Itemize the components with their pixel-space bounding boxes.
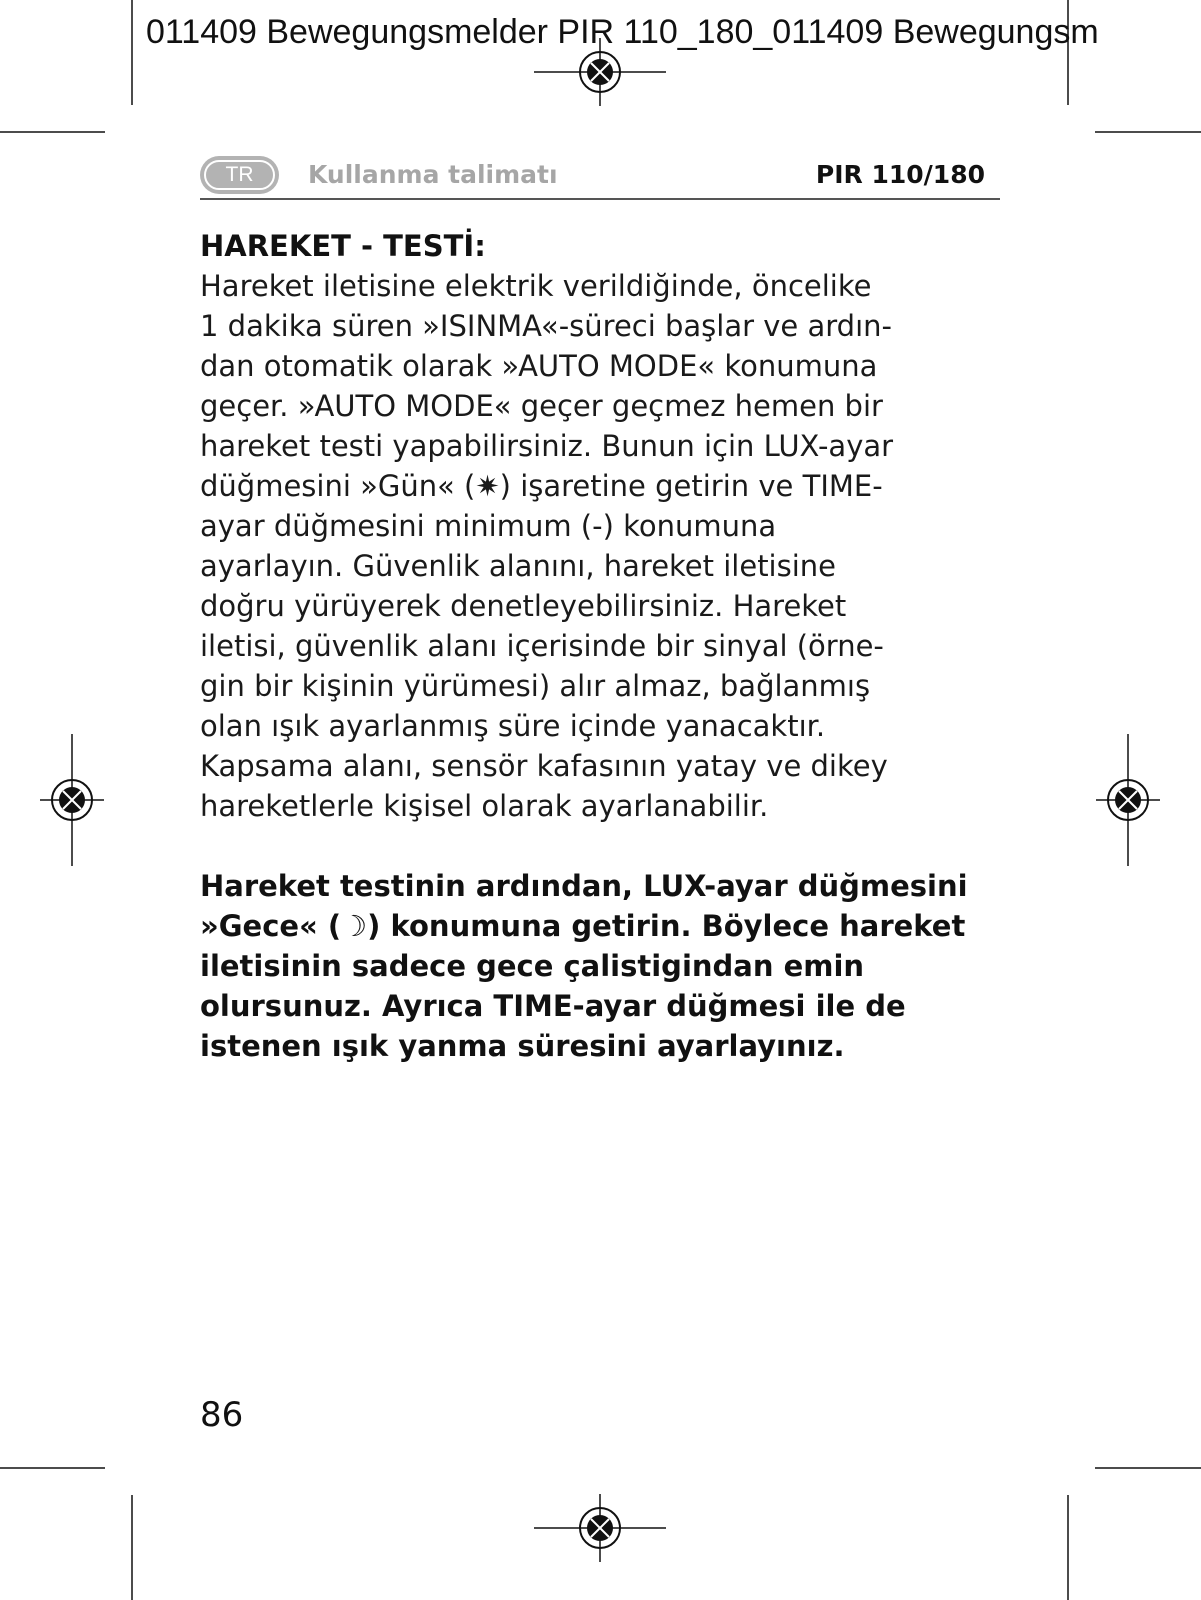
header-title: Kullanma talimatı bbox=[308, 160, 558, 189]
paragraph-line: olan ışık ayarlanmış süre içinde yanacaktır. bbox=[200, 709, 826, 743]
print-slug-line: 011409 Bewegungsmelder PIR 110_180_011409 Bewegungsm bbox=[146, 13, 1099, 51]
paragraph-line: hareket testi yapabilirsiniz. Bunun için LUX-ayar bbox=[200, 429, 894, 463]
bold-line: »Gece« (☽) konumuna getirin. Böylece hareket bbox=[200, 909, 966, 943]
bold-line: Hareket testinin ardından, LUX-ayar düğmesini bbox=[200, 869, 968, 903]
paragraph-line: hareketlerle kişisel olarak ayarlanabilir. bbox=[200, 789, 769, 823]
paragraph-line: Hareket iletisine elektrik verildiğinde, öncelike bbox=[200, 269, 872, 303]
bold-instruction-block bbox=[200, 866, 1000, 1066]
registration-mark-bottom bbox=[534, 1494, 666, 1562]
registration-mark-top bbox=[534, 38, 666, 106]
paragraph-line: ayarlayın. Güvenlik alanını, hareket iletisine bbox=[200, 549, 837, 583]
paragraph-line: dan otomatik olarak »AUTO MODE« konumuna bbox=[200, 349, 878, 383]
registration-mark-left bbox=[40, 734, 104, 866]
registration-mark-right bbox=[1096, 734, 1160, 866]
section-heading: HAREKET - TESTİ: bbox=[200, 229, 486, 263]
main-content bbox=[200, 226, 1000, 1066]
bold-line: istenen ışık yanma süresini ayarlayınız. bbox=[200, 1029, 845, 1063]
page-header bbox=[200, 152, 1000, 200]
paragraph-line: 1 dakika süren »ISINMA«-süreci başlar ve ardın- bbox=[200, 309, 892, 343]
page-number: 86 bbox=[200, 1395, 244, 1435]
language-badge bbox=[200, 156, 279, 194]
paragraph-line: düğmesini »Gün« (✷) işaretine getirin ve TIME- bbox=[200, 469, 883, 503]
paragraph-line: Kapsama alanı, sensör kafasının yatay ve dikey bbox=[200, 749, 888, 783]
paragraph-body bbox=[200, 266, 1000, 826]
header-model: PIR 110/180 bbox=[815, 160, 985, 189]
paragraph-line: geçer. »AUTO MODE« geçer geçmez hemen bir bbox=[200, 389, 883, 423]
paragraph-line: ayar düğmesini minimum (-) konumuna bbox=[200, 509, 777, 543]
language-badge-label: TR bbox=[204, 160, 275, 190]
paragraph-line: doğru yürüyerek denetleyebilirsiniz. Hareket bbox=[200, 589, 847, 623]
paragraph-line: iletisi, güvenlik alanı içerisinde bir sinyal (örne- bbox=[200, 629, 884, 663]
paragraph-line: gin bir kişinin yürümesi) alır almaz, bağlanmış bbox=[200, 669, 871, 703]
bold-line: iletisinin sadece gece çalistigindan emin bbox=[200, 949, 865, 983]
bold-line: olursunuz. Ayrıca TIME-ayar düğmesi ile de bbox=[200, 989, 906, 1023]
